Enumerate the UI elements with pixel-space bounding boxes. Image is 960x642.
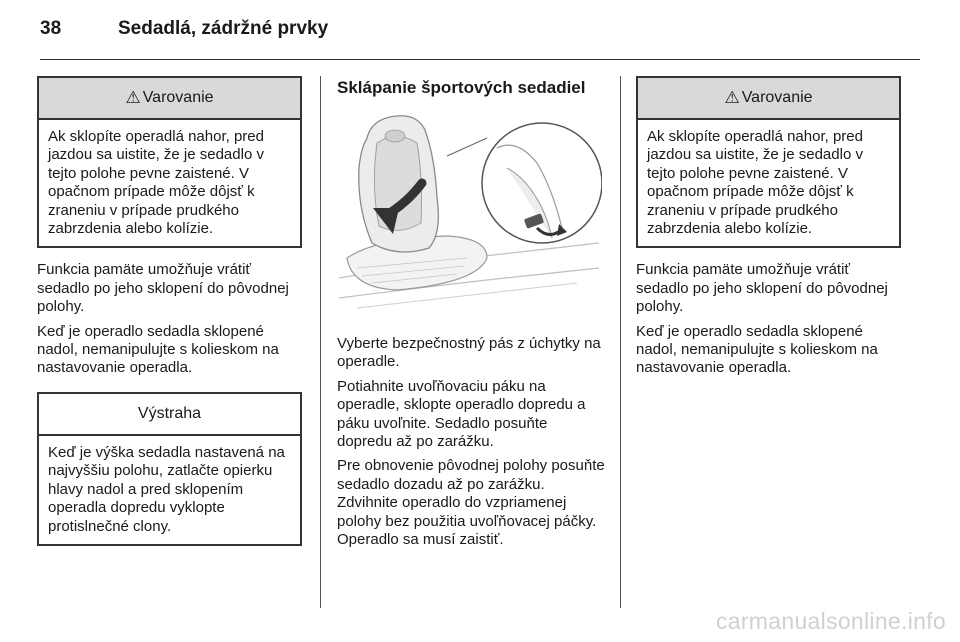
column-divider-2 xyxy=(620,76,621,608)
warning-text: Ak sklopíte operadlá nahor, pred jazdou sa uistite, že je sedadlo v tejto polohe pevne zaistené. V opačnom prípade môže dôjsť k zraneniu v prípade prudkého zabrzdenia alebo kolízie. xyxy=(48,128,264,238)
warning-text: Ak sklopíte operadlá nahor, pred jazdou sa uistite, že je sedadlo v tejto polohe pevne zaistené. V opačnom prípade môže dôjsť k zraneniu v prípade prudkého zabrzdenia alebo kolízie. xyxy=(647,128,863,238)
page-number: 38 xyxy=(40,18,62,39)
header-divider xyxy=(40,59,920,60)
caution-box-header xyxy=(39,394,300,436)
belt-paragraph: Vyberte bezpečnostný pás z úchytky na operadle. xyxy=(337,335,601,371)
watermark: carmanualsonline.info xyxy=(715,608,946,634)
section-title: Sklápanie športových sedadiel xyxy=(337,78,586,97)
warning-box xyxy=(636,76,901,248)
seat-folding-illustration xyxy=(337,108,602,323)
memory-function-paragraph: Funkcia pamäte umožňuje vrátiť sedadlo po jeho sklopení do pôvodnej polohy. xyxy=(37,261,289,316)
page-header xyxy=(40,18,328,48)
adjust-wheel-paragraph: Keď je operadlo sedadla sklopené nadol, nemanipulujte s kolieskom na nastavovanie operadla. xyxy=(37,322,279,377)
caution-text: Keď je výška sedadla nastavená na najvyššiu polohu, zatlačte opierku hlavy nadol a pred sklopením operadla dopredu vyklopte protislnečné clony. xyxy=(48,443,285,535)
column-divider-1 xyxy=(320,76,321,608)
warning-triangle-icon: ⚠ xyxy=(724,88,740,107)
column-3 xyxy=(636,76,901,384)
warning-title: Varovanie xyxy=(741,89,813,106)
warning-box-header xyxy=(39,78,300,120)
caution-title: Výstraha xyxy=(137,404,202,422)
memory-function-paragraph: Funkcia pamäte umožňuje vrátiť sedadlo po jeho sklopení do pôvodnej polohy. xyxy=(636,261,888,316)
release-lever-paragraph: Potiahnite uvoľňovaciu páku na operadle, sklopte operadlo dopredu a páku uvoľnite. Sedadlo posuňte dopredu až po zarážku. xyxy=(337,377,586,451)
warning-box xyxy=(37,76,302,248)
adjust-wheel-paragraph: Keď je operadlo sedadla sklopené nadol, nemanipulujte s kolieskom na nastavovanie operadla. xyxy=(636,322,878,377)
restore-position-paragraph: Pre obnovenie pôvodnej polohy posuňte sedadlo dozadu až po zarážku. Zdvihnite operadlo do vzpriamenej polohy bez použitia uvoľňovacej páčky. Operadlo sa musí zaistiť. xyxy=(337,457,605,549)
column-2 xyxy=(337,76,605,555)
warning-triangle-icon: ⚠ xyxy=(125,88,141,107)
caution-box xyxy=(37,392,302,546)
column-1 xyxy=(37,76,302,546)
warning-box-header xyxy=(638,78,899,120)
warning-title: Varovanie xyxy=(142,89,214,106)
chapter-title: Sedadlá, zádržné prvky xyxy=(118,18,329,39)
